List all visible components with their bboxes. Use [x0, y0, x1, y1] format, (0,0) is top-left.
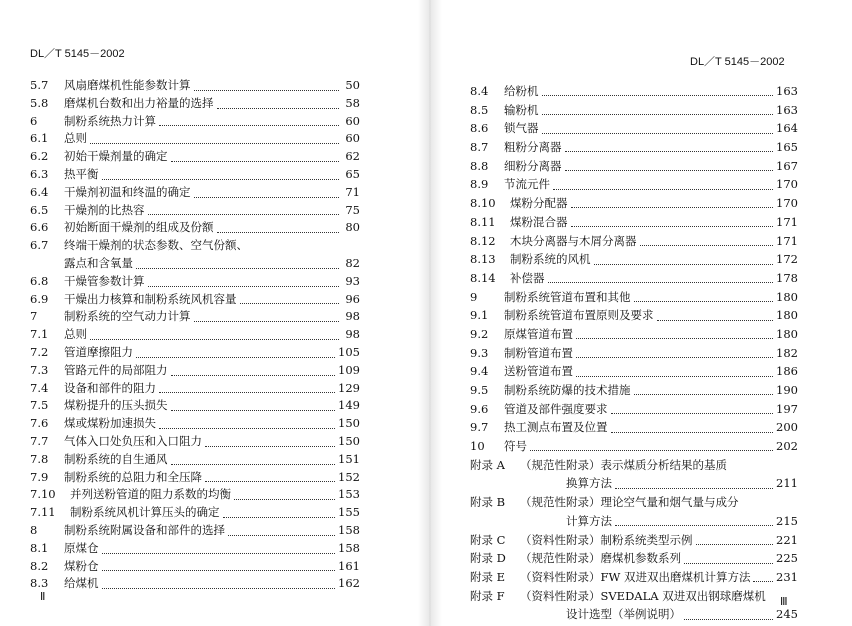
toc-entry-page: 60 — [345, 113, 360, 128]
toc-entry-title: 总则 — [64, 327, 87, 342]
toc-entry-number: 附录 C — [470, 532, 506, 547]
toc-entry-number: 8 — [30, 522, 38, 537]
toc-entry-page: 149 — [338, 398, 360, 413]
toc-entry-number: 7.5 — [30, 398, 49, 413]
toc-dot-leader — [90, 338, 339, 340]
toc-entry — [470, 549, 798, 568]
left-standard-code: DL／T 5145－2002 — [30, 48, 125, 60]
toc-entry-title: 制粉系统管道布置和其他 — [504, 289, 631, 304]
toc-entry-title: 制粉系统管道布置原则及要求 — [504, 308, 654, 323]
toc-entry-number: 9.5 — [470, 383, 489, 397]
toc-dot-leader — [194, 89, 340, 91]
toc-entry-page: 170 — [776, 196, 798, 211]
toc-entry-page: 65 — [345, 166, 360, 181]
toc-dot-leader — [228, 534, 335, 536]
toc-dot-leader — [171, 463, 336, 465]
toc-entry-page: 182 — [776, 345, 798, 360]
toc-entry — [470, 82, 798, 101]
toc-dot-leader — [102, 569, 336, 571]
toc-entry-number: 6.3 — [30, 166, 49, 181]
toc-entry — [470, 175, 798, 194]
toc-entry-number: 8.8 — [470, 158, 489, 173]
toc-entry — [470, 213, 798, 232]
toc-entry — [470, 400, 798, 419]
toc-entry — [470, 418, 798, 437]
toc-entry-number: 9.6 — [470, 401, 489, 416]
left-toc — [30, 77, 360, 593]
toc-entry — [30, 415, 360, 433]
toc-entry-page: 75 — [345, 202, 360, 217]
toc-dot-leader — [696, 543, 774, 545]
toc-entry-page: 197 — [776, 401, 798, 416]
toc-entry-page: 93 — [345, 273, 360, 288]
toc-entry — [30, 184, 360, 202]
toc-dot-leader — [640, 244, 774, 246]
toc-entry-number: 9.7 — [470, 420, 489, 435]
toc-dot-leader — [217, 231, 340, 233]
toc-entry-page: 180 — [776, 326, 798, 341]
toc-entry-page: 96 — [345, 291, 360, 306]
toc-entry-number: 8.12 — [470, 233, 496, 248]
toc-entry-title: 管道及部件强度要求 — [504, 401, 608, 416]
toc-entry — [30, 202, 360, 220]
toc-entry-page: 60 — [345, 131, 360, 146]
toc-entry-title: 气体入口处负压和入口阻力 — [64, 433, 202, 448]
toc-entry-title: 原煤仓 — [64, 540, 99, 555]
toc-entry — [30, 326, 360, 344]
toc-entry-page: 165 — [776, 140, 798, 155]
toc-dot-leader — [171, 374, 336, 376]
toc-entry-title: （资料性附录）制粉系统类型示例 — [520, 532, 693, 547]
toc-entry-page: 163 — [776, 102, 798, 117]
toc-entry — [470, 381, 798, 400]
toc-dot-leader — [684, 562, 773, 564]
toc-dot-leader — [753, 580, 773, 582]
toc-entry — [470, 437, 798, 456]
toc-entry-title: 计算方法 — [566, 513, 612, 528]
toc-entry-page: 190 — [776, 383, 798, 397]
toc-entry — [470, 456, 798, 475]
toc-entry-title: 煤粉分配器 — [510, 196, 568, 211]
toc-entry-page: 180 — [776, 308, 798, 323]
toc-entry-page: 152 — [338, 469, 360, 484]
toc-entry-page: 151 — [338, 451, 360, 466]
toc-entry — [30, 575, 360, 593]
toc-entry-title: 粗粉分离器 — [504, 140, 562, 155]
toc-entry-page: 225 — [776, 551, 798, 566]
toc-dot-leader — [615, 487, 773, 489]
toc-dot-leader — [542, 113, 774, 115]
toc-entry — [470, 325, 798, 344]
toc-dot-leader — [234, 498, 335, 500]
toc-entry — [30, 522, 360, 540]
toc-dot-leader — [159, 391, 335, 393]
toc-entry — [30, 344, 360, 362]
toc-entry-number: 6.6 — [30, 220, 49, 235]
toc-entry — [30, 113, 360, 131]
toc-entry-title: 换算方法 — [566, 476, 612, 491]
toc-entry-number: 9.4 — [470, 364, 489, 379]
toc-entry-title: 送粉管道布置 — [504, 364, 573, 379]
toc-entry-title: 初始断面干燥剂的组成及份额 — [64, 220, 214, 235]
toc-entry-page: 158 — [338, 540, 360, 555]
toc-entry-page: 164 — [776, 121, 798, 136]
toc-dot-leader — [194, 320, 340, 322]
toc-entry-page: 215 — [776, 513, 798, 528]
toc-dot-leader — [159, 124, 339, 126]
toc-entry-number: 6.5 — [30, 202, 49, 217]
toc-dot-leader — [102, 552, 336, 554]
toc-dot-leader — [194, 196, 340, 198]
toc-entry-title: 制粉系统附属设备和部件的选择 — [64, 522, 225, 537]
toc-entry — [30, 255, 360, 273]
toc-entry — [30, 433, 360, 451]
toc-dot-leader — [159, 427, 335, 429]
toc-entry — [470, 344, 798, 363]
toc-entry — [470, 531, 798, 550]
toc-entry-page: 109 — [338, 362, 360, 377]
toc-dot-leader — [542, 132, 774, 134]
toc-entry-title: 风扇磨煤机性能参数计算 — [64, 78, 191, 92]
toc-entry-title: 给煤机 — [64, 576, 99, 591]
toc-entry-title: （资料性附录）FW 双进双出磨煤机计算方法 — [520, 569, 751, 584]
toc-entry-title: 设计选型（举例说明） — [566, 607, 681, 622]
toc-dot-leader — [548, 281, 774, 283]
toc-entry-number: 6.1 — [30, 131, 49, 146]
toc-entry-number: 8.10 — [470, 196, 496, 211]
toc-entry-title: （资料性附录）SVEDALA 双进双出钢球磨煤机 — [520, 588, 766, 603]
toc-entry — [470, 568, 798, 587]
toc-dot-leader — [634, 300, 774, 302]
toc-dot-leader — [571, 206, 774, 208]
toc-entry-number: 附录 D — [470, 551, 506, 566]
toc-entry-page: 58 — [345, 95, 360, 110]
toc-entry-title: 初始干燥剂量的确定 — [64, 149, 168, 164]
toc-entry-title: 输粉机 — [504, 102, 539, 117]
toc-entry-page: 150 — [338, 433, 360, 448]
toc-entry — [470, 250, 798, 269]
toc-entry-page: 163 — [776, 84, 798, 98]
toc-dot-leader — [530, 449, 773, 451]
toc-dot-leader — [594, 263, 774, 265]
toc-entry — [30, 273, 360, 291]
toc-entry-number: 8.5 — [470, 102, 489, 117]
toc-dot-leader — [571, 225, 774, 227]
toc-entry-title: 干燥出力核算和制粉系统风机容量 — [64, 291, 237, 306]
toc-entry-number: 7.2 — [30, 344, 49, 359]
toc-entry-page: 211 — [776, 476, 798, 491]
toc-entry-title: 管路元件的局部阻力 — [64, 362, 168, 377]
toc-entry-number: 8.6 — [470, 121, 489, 136]
toc-entry-page: 186 — [776, 364, 798, 379]
toc-entry-number: 附录 A — [470, 457, 505, 472]
toc-entry-title: 制粉系统的总阻力和全压降 — [64, 469, 202, 484]
toc-dot-leader — [148, 213, 340, 215]
toc-entry-page: 171 — [776, 233, 798, 248]
toc-entry-title: 节流元件 — [504, 177, 550, 192]
toc-entry-number: 6 — [30, 113, 38, 128]
toc-entry-title: 终端干燥剂的状态参数、空气份额、 — [64, 238, 248, 253]
toc-entry — [470, 288, 798, 307]
toc-dot-leader — [684, 618, 773, 620]
toc-entry — [30, 558, 360, 576]
toc-dot-leader — [615, 524, 773, 526]
toc-entry — [470, 493, 798, 512]
toc-dot-leader — [611, 431, 774, 433]
toc-entry-title: （规范性附录）磨煤机参数系列 — [520, 551, 681, 566]
toc-entry-page: 62 — [345, 149, 360, 164]
toc-entry — [30, 237, 360, 255]
toc-entry — [30, 130, 360, 148]
toc-entry — [30, 219, 360, 237]
toc-entry-number: 5.7 — [30, 78, 49, 92]
toc-entry-title: 锁气器 — [504, 121, 539, 136]
toc-dot-leader — [136, 356, 335, 358]
toc-entry-title: 并列送粉管道的阻力系数的均衡 — [70, 487, 231, 502]
toc-entry-title: 细粉分离器 — [504, 158, 562, 173]
toc-entry-number: 8.4 — [470, 84, 489, 98]
toc-entry-title: 原煤管道布置 — [504, 326, 573, 341]
toc-entry-title: 干燥剂初温和终温的确定 — [64, 184, 191, 199]
toc-dot-leader — [171, 160, 340, 162]
toc-entry-page: 200 — [776, 420, 798, 435]
toc-entry-page: 161 — [338, 558, 360, 573]
toc-entry-number: 9.1 — [470, 308, 489, 323]
toc-entry-number: 7.1 — [30, 327, 49, 342]
toc-entry — [30, 486, 360, 504]
toc-entry — [30, 166, 360, 184]
toc-entry-title: 制粉系统的空气动力计算 — [64, 309, 191, 324]
toc-dot-leader — [148, 285, 340, 287]
toc-dot-leader — [90, 142, 339, 144]
toc-entry-title: 干燥剂的比热容 — [64, 202, 145, 217]
toc-entry-title: 制粉系统防爆的技术措施 — [504, 383, 631, 397]
toc-entry-page: 202 — [776, 439, 798, 454]
toc-entry — [470, 474, 798, 493]
toc-dot-leader — [611, 412, 774, 414]
toc-entry-page: 80 — [345, 220, 360, 235]
right-page-number: Ⅲ — [780, 596, 788, 608]
toc-entry-number: 7 — [30, 309, 38, 324]
toc-entry-page: 158 — [338, 522, 360, 537]
toc-entry — [30, 540, 360, 558]
toc-entry-title: 制粉系统风机计算压头的确定 — [70, 505, 220, 520]
toc-entry-title: 符号 — [504, 439, 527, 454]
toc-entry-title: 磨煤机台数和出力裕量的选择 — [64, 95, 214, 110]
toc-entry — [30, 362, 360, 380]
toc-entry-number: 8.7 — [470, 140, 489, 155]
toc-entry-title: 补偿器 — [510, 270, 545, 285]
toc-entry-page: 50 — [345, 78, 360, 92]
toc-entry — [470, 194, 798, 213]
toc-entry-number: 8.3 — [30, 576, 49, 591]
right-standard-code: DL／T 5145－2002 — [690, 56, 785, 68]
toc-entry-number: 7.3 — [30, 362, 49, 377]
toc-entry-number: 5.8 — [30, 95, 49, 110]
toc-dot-leader — [565, 169, 774, 171]
toc-entry-number: 7.9 — [30, 469, 49, 484]
toc-entry-title: 煤或煤粉加速损失 — [64, 416, 156, 431]
toc-dot-leader — [634, 393, 774, 395]
toc-entry — [470, 269, 798, 288]
toc-entry-number: 6.9 — [30, 291, 49, 306]
toc-dot-leader — [171, 409, 336, 411]
toc-entry-number: 7.8 — [30, 451, 49, 466]
toc-entry — [470, 362, 798, 381]
toc-entry-title: 制粉系统的风机 — [510, 252, 591, 267]
toc-entry-number: 9 — [470, 289, 478, 304]
toc-entry — [30, 504, 360, 522]
toc-entry-page: 82 — [345, 255, 360, 270]
toc-entry — [470, 119, 798, 138]
toc-dot-leader — [102, 178, 340, 180]
left-page-number: Ⅱ — [40, 591, 46, 603]
toc-entry-page: 231 — [776, 569, 798, 584]
toc-entry-title: 制粉系统热力计算 — [64, 113, 156, 128]
toc-entry-number: 附录 F — [470, 588, 505, 603]
toc-entry-title: （规范性附录）理论空气量和烟气量与成分 — [520, 495, 739, 510]
toc-entry-number: 8.13 — [470, 252, 496, 267]
toc-entry — [470, 101, 798, 120]
toc-entry — [30, 291, 360, 309]
toc-entry-number: 8.9 — [470, 177, 489, 192]
toc-entry-page: 150 — [338, 416, 360, 431]
toc-entry — [30, 308, 360, 326]
toc-entry-number: 8.11 — [470, 214, 496, 229]
toc-entry-title: 露点和含氧量 — [64, 255, 133, 270]
toc-entry — [470, 512, 798, 531]
toc-entry-page: 167 — [776, 158, 798, 173]
toc-entry — [470, 138, 798, 157]
toc-entry-title: 热平衡 — [64, 166, 99, 181]
toc-entry-title: 热工测点布置及位置 — [504, 420, 608, 435]
toc-entry-page: 98 — [345, 327, 360, 342]
toc-entry-number: 8.1 — [30, 540, 49, 555]
toc-entry-number: 10 — [470, 439, 485, 454]
toc-entry-title: 管道摩擦阻力 — [64, 344, 133, 359]
toc-entry-page: 153 — [338, 487, 360, 502]
toc-entry-page: 71 — [345, 184, 360, 199]
toc-entry-page: 245 — [776, 607, 798, 622]
toc-dot-leader — [136, 267, 339, 269]
toc-entry — [470, 306, 798, 325]
toc-entry-page: 172 — [776, 252, 798, 267]
toc-entry-number: 附录 E — [470, 569, 506, 584]
toc-entry-number: 6.7 — [30, 238, 49, 253]
toc-entry-number: 6.8 — [30, 273, 49, 288]
toc-entry-number: 9.3 — [470, 345, 489, 360]
toc-dot-leader — [576, 356, 773, 358]
toc-entry-page: 98 — [345, 309, 360, 324]
toc-entry-title: 制粉系统的自生通风 — [64, 451, 168, 466]
toc-entry-number: 7.6 — [30, 416, 49, 431]
toc-entry-page: 129 — [338, 380, 360, 395]
toc-entry-title: 煤粉仓 — [64, 558, 99, 573]
toc-entry-number: 附录 B — [470, 495, 506, 510]
toc-entry-number: 8.14 — [470, 270, 496, 285]
toc-dot-leader — [223, 516, 336, 518]
toc-entry-title: 煤粉混合器 — [510, 214, 568, 229]
toc-entry-title: 给粉机 — [504, 84, 539, 98]
toc-dot-leader — [542, 94, 774, 96]
toc-entry-title: （规范性附录）表示煤质分析结果的基质 — [520, 457, 727, 472]
toc-entry-page: 180 — [776, 289, 798, 304]
toc-entry — [470, 232, 798, 251]
toc-dot-leader — [553, 188, 773, 190]
toc-entry-number: 6.4 — [30, 184, 49, 199]
toc-entry — [470, 157, 798, 176]
toc-entry-page: 178 — [776, 270, 798, 285]
toc-entry-number: 7.11 — [30, 505, 56, 520]
toc-dot-leader — [240, 302, 340, 304]
toc-entry-title: 制粉管道布置 — [504, 345, 573, 360]
toc-entry — [30, 148, 360, 166]
toc-entry-page: 221 — [776, 532, 798, 547]
toc-dot-leader — [565, 150, 774, 152]
toc-entry-title: 干燥管参数计算 — [64, 273, 145, 288]
toc-entry — [470, 587, 798, 606]
toc-dot-leader — [657, 319, 774, 321]
toc-dot-leader — [217, 107, 340, 109]
toc-entry-page: 170 — [776, 177, 798, 192]
toc-entry — [30, 77, 360, 95]
toc-entry-number: 9.2 — [470, 326, 489, 341]
toc-entry-number: 7.4 — [30, 380, 49, 395]
toc-entry-number: 6.2 — [30, 149, 49, 164]
toc-entry-page: 162 — [338, 576, 360, 591]
toc-entry — [30, 397, 360, 415]
toc-entry-number: 7.10 — [30, 487, 56, 502]
toc-dot-leader — [576, 375, 773, 377]
toc-entry-title: 设备和部件的阻力 — [64, 380, 156, 395]
page-gutter — [418, 0, 442, 626]
toc-entry-number: 7.7 — [30, 433, 49, 448]
toc-entry — [30, 451, 360, 469]
toc-entry-title: 木块分离器与木屑分离器 — [510, 233, 637, 248]
toc-entry-page: 155 — [338, 505, 360, 520]
toc-entry — [30, 380, 360, 398]
toc-entry — [470, 605, 798, 624]
toc-entry-title: 煤粉提升的压头损失 — [64, 398, 168, 413]
toc-entry — [30, 469, 360, 487]
toc-dot-leader — [576, 337, 773, 339]
toc-entry-page: 171 — [776, 214, 798, 229]
toc-entry — [30, 95, 360, 113]
toc-entry-number: 8.2 — [30, 558, 49, 573]
toc-entry-title: 总则 — [64, 131, 87, 146]
right-toc — [470, 82, 798, 624]
toc-entry-page: 105 — [338, 344, 360, 359]
toc-dot-leader — [205, 445, 335, 447]
toc-dot-leader — [102, 587, 336, 589]
toc-dot-leader — [205, 480, 335, 482]
